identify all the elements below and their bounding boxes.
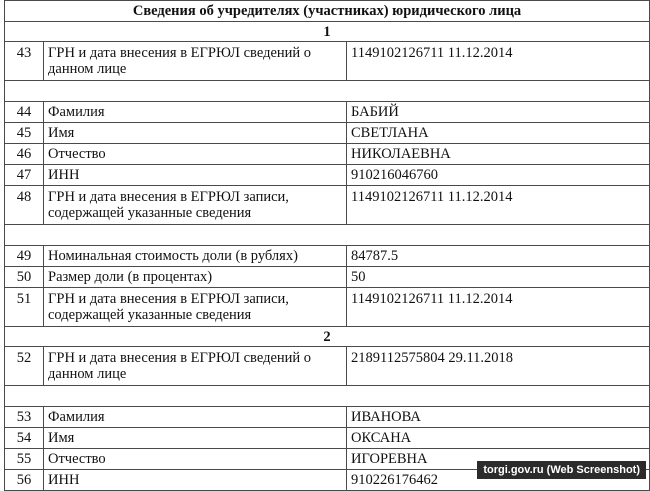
blank-row [5, 386, 650, 407]
row-number: 54 [5, 428, 44, 449]
section-header-row [5, 327, 650, 347]
section-number: 1 [5, 22, 650, 42]
table-row [5, 144, 650, 165]
row-label: ГРН и дата внесения в ЕГРЮЛ сведений о данном лице [44, 347, 347, 386]
table-row [5, 428, 650, 449]
row-number: 52 [5, 347, 44, 386]
row-value [347, 144, 650, 165]
row-value [347, 123, 650, 144]
row-number: 55 [5, 449, 44, 470]
row-label: ГРН и дата внесения в ЕГРЮЛ записи, содержащей указанные сведения [44, 288, 347, 327]
row-value: 2189112575804 29.11.2018 [347, 347, 650, 386]
row-number: 56 [5, 470, 44, 491]
table-row [5, 347, 650, 386]
table-row [5, 246, 650, 267]
row-label: ГРН и дата внесения в ЕГРЮЛ записи, содержащей указанные сведения [44, 186, 347, 225]
table-row [5, 42, 650, 81]
patronymic-value [351, 146, 451, 162]
table-title: Сведения об учредителях (участниках) юридического лица [5, 1, 650, 22]
table-row [5, 102, 650, 123]
row-label: ИНН [44, 165, 347, 186]
blank-row [5, 225, 650, 246]
table-row [5, 165, 650, 186]
row-label: Имя [44, 123, 347, 144]
section-header-row [5, 22, 650, 42]
table-row [5, 407, 650, 428]
row-label: Размер доли (в процентах) [44, 267, 347, 288]
patronymic-text: НИКОЛАЕВНА [351, 146, 451, 162]
surname-value [351, 104, 399, 120]
row-label: Фамилия [44, 102, 347, 123]
blank-cell [5, 225, 650, 246]
row-value: 1149102126711 11.12.2014 [347, 42, 650, 81]
source-watermark: torgi.gov.ru (Web Screenshot) [477, 461, 646, 479]
blank-cell [5, 81, 650, 102]
row-value: 910216046760 [347, 165, 650, 186]
row-number: 51 [5, 288, 44, 327]
table-title-row [5, 1, 650, 22]
blank-cell [5, 386, 650, 407]
row-label: Отчество [44, 449, 347, 470]
row-number: 46 [5, 144, 44, 165]
table-row [5, 186, 650, 225]
table-row [5, 267, 650, 288]
row-label: Фамилия [44, 407, 347, 428]
row-number: 48 [5, 186, 44, 225]
row-value: 1149102126711 11.12.2014 [347, 288, 650, 327]
surname-text: БАБИЙ [351, 104, 399, 120]
section-number: 2 [5, 327, 650, 347]
row-label: ИНН [44, 470, 347, 491]
row-number: 43 [5, 42, 44, 81]
row-number: 50 [5, 267, 44, 288]
row-number: 53 [5, 407, 44, 428]
row-value [347, 102, 650, 123]
row-number: 49 [5, 246, 44, 267]
row-number: 45 [5, 123, 44, 144]
row-label: Отчество [44, 144, 347, 165]
row-number: 44 [5, 102, 44, 123]
row-value: 84787.5 [347, 246, 650, 267]
row-value: 1149102126711 11.12.2014 [347, 186, 650, 225]
row-number: 47 [5, 165, 44, 186]
founders-table [4, 0, 650, 491]
first-name-value [351, 125, 429, 141]
row-label: Имя [44, 428, 347, 449]
blank-row [5, 81, 650, 102]
row-value: 50 [347, 267, 650, 288]
table-row [5, 123, 650, 144]
row-label: ГРН и дата внесения в ЕГРЮЛ сведений о данном лице [44, 42, 347, 81]
row-value: ОКСАНА [347, 428, 650, 449]
row-label: Номинальная стоимость доли (в рублях) [44, 246, 347, 267]
first-name-text: СВЕТЛАНА [351, 125, 429, 141]
row-value: 910226176462 [347, 470, 650, 491]
row-value: ИВАНОВА [347, 407, 650, 428]
table-row [5, 288, 650, 327]
row-value: ИГОРЕВНА [347, 449, 650, 470]
